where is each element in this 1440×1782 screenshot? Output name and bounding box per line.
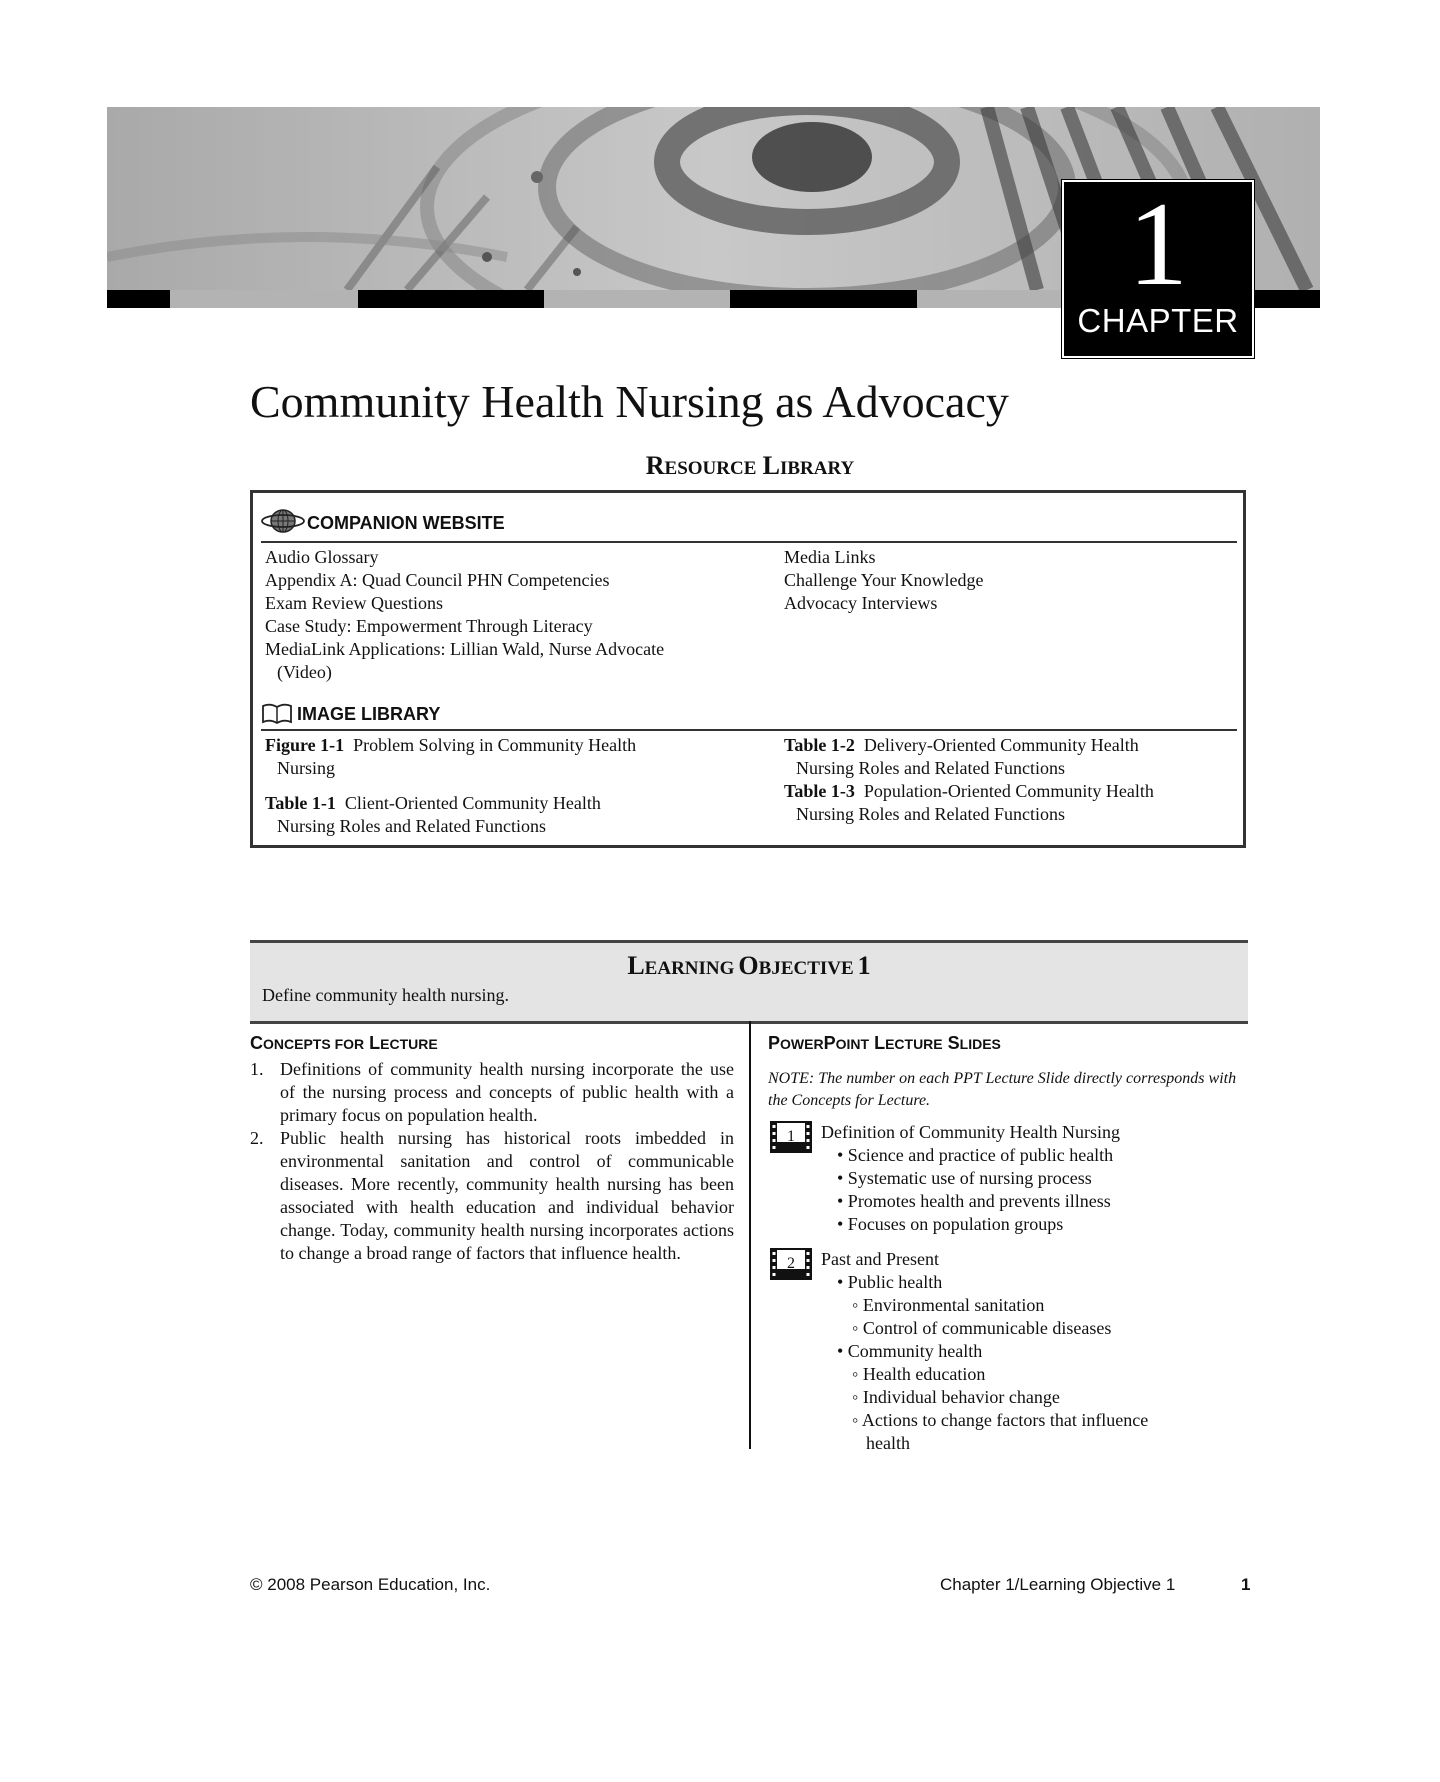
slide-bullet: • Focuses on population groups xyxy=(837,1214,1064,1234)
slide-bullet: • Public health xyxy=(837,1272,943,1292)
learning-objective-box xyxy=(250,940,1248,1024)
companion-left-list xyxy=(265,546,765,684)
companion-item: Advocacy Interviews xyxy=(784,593,938,613)
concepts-list xyxy=(250,1058,734,1265)
footer-page-number: 1 xyxy=(1241,1575,1251,1594)
image-library-heading: IMAGE LIBRARY xyxy=(261,703,440,725)
image-library-item: Table 1-2 Delivery-Oriented Community Health xyxy=(784,735,1139,755)
companion-item: MediaLink Applications: Lillian Wald, Nurse Advocate xyxy=(265,639,665,659)
slides-heading: POWERPOINT LECTURE SLIDES xyxy=(768,1033,1001,1053)
companion-item: Appendix A: Quad Council PHN Competencies xyxy=(265,570,610,590)
companion-item: Audio Glossary xyxy=(265,547,379,567)
film-slide-icon xyxy=(770,1121,812,1153)
companion-item: Media Links xyxy=(784,547,876,567)
slide-bullet: • Community health xyxy=(837,1341,983,1361)
resource-library-box xyxy=(250,490,1246,848)
film-slide-icon xyxy=(770,1248,812,1280)
slide-bullet: • Promotes health and prevents illness xyxy=(837,1191,1111,1211)
slide-sub-bullet: ◦ Health education xyxy=(852,1364,986,1384)
globe-icon xyxy=(261,508,305,534)
slide-sub-bullet: ◦ Actions to change factors that influence xyxy=(852,1410,1149,1430)
learning-objective-title: LEARNING OBJECTIVE 1 xyxy=(627,951,871,980)
book-icon xyxy=(261,703,293,725)
chapter-number: 1 xyxy=(1128,177,1188,310)
companion-item: Exam Review Questions xyxy=(265,593,443,613)
learning-objective-text: Define community health nursing. xyxy=(262,985,509,1005)
slide-sub-bullet: ◦ Individual behavior change xyxy=(852,1387,1060,1407)
concept-item: 1. Definitions of community health nursing incorporate the use of the nursing process and concepts of public health with a primary focus on population health. xyxy=(250,1059,734,1125)
slide-bullet: • Science and practice of public health xyxy=(837,1145,1114,1165)
chapter-title: Community Health Nursing as Advocacy xyxy=(250,376,1009,427)
slide-sub-bullet: ◦ Control of communicable diseases xyxy=(852,1318,1112,1338)
chapter-badge xyxy=(1062,177,1254,358)
slide-bullet: • Systematic use of nursing process xyxy=(837,1168,1092,1188)
image-library-item: Figure 1-1 Problem Solving in Community Health xyxy=(265,735,637,755)
footer-chapter-ref: Chapter 1/Learning Objective 1 xyxy=(940,1575,1176,1594)
slide-title: Definition of Community Health Nursing xyxy=(821,1122,1120,1142)
slide-2-content xyxy=(821,1248,1261,1455)
concepts-heading: CONCEPTS FOR LECTURE xyxy=(250,1033,438,1053)
companion-rule xyxy=(261,541,1237,543)
image-library-rule xyxy=(261,729,1237,731)
slide-sub-bullet-cont: health xyxy=(866,1433,910,1453)
image-library-item: Table 1-1 Client-Oriented Community Health xyxy=(265,793,601,813)
resource-library-heading: RESOURCE LIBRARY xyxy=(645,451,855,480)
companion-right-list xyxy=(784,546,1234,615)
image-library-right: Table 1-2 Delivery-Oriented Community Health Nursing Roles and Related Functions Table 1-3 Population-Oriented Community Health Nursing Roles and Related Functions xyxy=(784,734,1244,826)
column-divider xyxy=(749,1021,751,1449)
companion-website-heading: COMPANION WEBSITE xyxy=(261,508,505,534)
slide-number: 2 xyxy=(787,1255,795,1272)
image-library-item: Table 1-3 Population-Oriented Community Health xyxy=(784,781,1154,801)
companion-item: Challenge Your Knowledge xyxy=(784,570,984,590)
companion-item: Case Study: Empowerment Through Literacy xyxy=(265,616,593,636)
slide-title: Past and Present xyxy=(821,1249,939,1269)
slide-sub-bullet: ◦ Environmental sanitation xyxy=(852,1295,1045,1315)
concept-item: 2. Public health nursing has historical roots imbedded in environmental sanitation and control of communicable diseases. More recently, community health nursing has been associated with health education and individual behavior change. Today, community health nursing incorporates actions to change a broad range of factors that influence health. xyxy=(250,1128,734,1263)
slide-1-content xyxy=(821,1121,1261,1236)
chapter-label: CHAPTER xyxy=(1077,302,1239,339)
footer-copyright: © 2008 Pearson Education, Inc. xyxy=(250,1575,491,1594)
image-library-left: Figure 1-1 Problem Solving in Community Health Nursing Table 1-1 Client-Oriented Community Health Nursing Roles and Related Functions xyxy=(265,734,765,838)
companion-item: (Video) xyxy=(277,662,332,682)
slide-number: 1 xyxy=(787,1128,795,1145)
slides-note: NOTE: The number on each PPT Lecture Slide directly corresponds with the Concepts for Lecture. xyxy=(768,1070,1237,1109)
